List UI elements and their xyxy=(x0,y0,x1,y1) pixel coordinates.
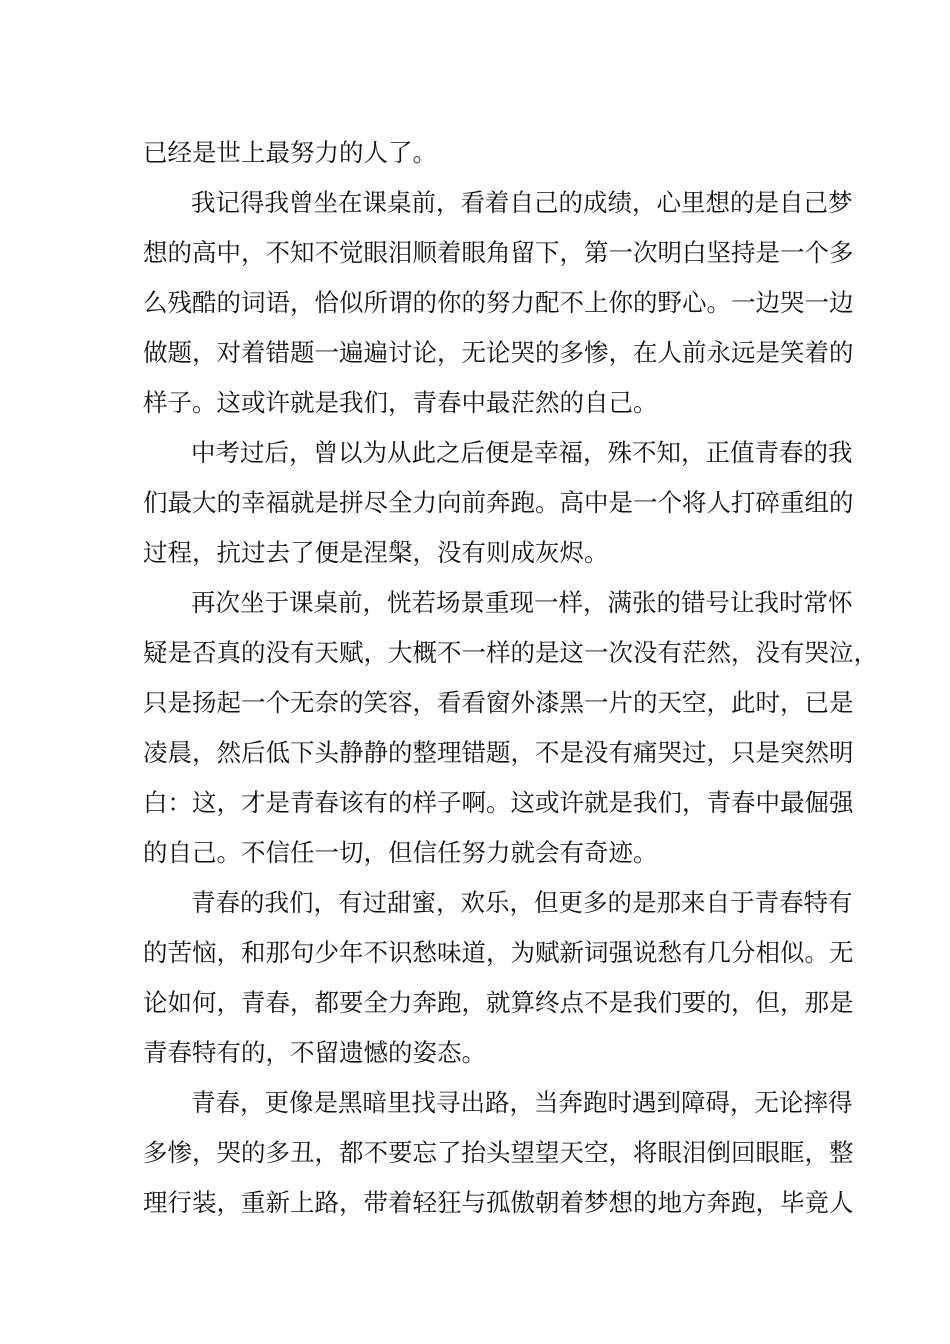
text-line: 凌晨，然后低下头静静的整理错题，不是没有痛哭过，只是突然明 xyxy=(143,738,854,767)
text-line: 再次坐于课桌前，恍若场景重现一样，满张的错号让我时常怀 xyxy=(191,588,853,617)
essay-body xyxy=(143,128,878,1228)
text-line: 的苦恼，和那句少年不识愁味道，为赋新词强说愁有几分相似。无 xyxy=(143,938,854,967)
text-line: 论如何，青春，都要全力奔跑，就算终点不是我们要的，但，那是 xyxy=(143,988,854,1017)
text-line: 中考过后，曾以为从此之后便是幸福，殊不知，正值青春的我 xyxy=(191,438,853,467)
text-line: 做题，对着错题一遍遍讨论，无论哭的多惨，在人前永远是笑着的 xyxy=(143,338,854,367)
text-line: 青春，更像是黑暗里找寻出路，当奔跑时遇到障碍，无论摔得 xyxy=(191,1088,853,1117)
text-line: 多惨，哭的多丑，都不要忘了抬头望望天空，将眼泪倒回眼眶，整 xyxy=(143,1138,854,1167)
text-line: 过程，抗过去了便是涅槃，没有则成灰烬。 xyxy=(143,538,609,567)
text-line: 样子。这或许就是我们，青春中最茫然的自己。 xyxy=(143,388,658,417)
text-line: 我记得我曾坐在课桌前，看着自己的成绩，心里想的是自己梦 xyxy=(191,188,853,217)
text-line: 们最大的幸福就是拼尽全力向前奔跑。高中是一个将人打碎重组的 xyxy=(143,488,854,517)
text-line: 疑是否真的没有天赋，大概不一样的是这一次没有茫然，没有哭泣， xyxy=(143,638,878,667)
text-line: 已经是世上最努力的人了。 xyxy=(143,138,437,167)
text-line: 青春特有的，不留遗憾的姿态。 xyxy=(143,1038,486,1067)
text-line: 的自己。不信任一切，但信任努力就会有奇迹。 xyxy=(143,838,658,867)
text-line: 只是扬起一个无奈的笑容，看看窗外漆黑一片的天空，此时，已是 xyxy=(143,688,854,717)
text-line: 么残酷的词语，恰似所谓的你的努力配不上你的野心。一边哭一边 xyxy=(143,288,854,317)
text-line: 想的高中，不知不觉眼泪顺着眼角留下，第一次明白坚持是一个多 xyxy=(143,238,854,267)
text-line: 理行装，重新上路，带着轻狂与孤傲朝着梦想的地方奔跑，毕竟人 xyxy=(143,1188,854,1217)
text-line: 白：这，才是青春该有的样子啊。这或许就是我们，青春中最倔强 xyxy=(143,788,854,817)
text-line: 青春的我们，有过甜蜜，欢乐，但更多的是那来自于青春特有 xyxy=(191,888,853,917)
